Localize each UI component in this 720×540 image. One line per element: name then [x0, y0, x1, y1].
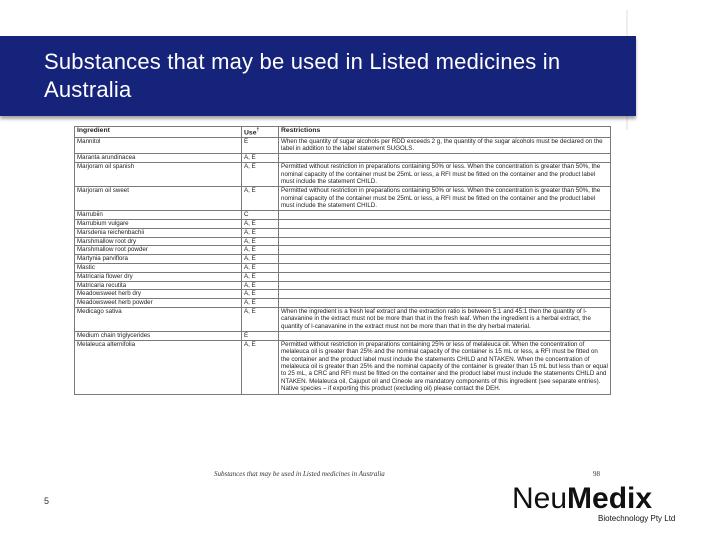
header-use-label: Use: [244, 129, 257, 137]
document-excerpt: [74, 126, 610, 454]
document-page-number: 98: [593, 470, 600, 478]
cell-ingredient: Meadowsweet herb powder: [75, 299, 242, 308]
table-row: [75, 290, 611, 299]
cell-use: A, E: [242, 307, 279, 331]
cell-restrictions: [279, 255, 611, 264]
table-row: [75, 154, 611, 163]
logo-wordmark: [512, 482, 652, 516]
cell-ingredient: Marshmallow root dry: [75, 237, 242, 246]
cell-restrictions: Permitted without restriction in preparations containing 50% or less. When the concentration is greater than 50%, the nominal capacity of the container must be 25mL or less, a RFI must be fitted on the container and the product label must include the statement CHILD.: [279, 187, 611, 211]
cell-ingredient: Martynia parviflora: [75, 255, 242, 264]
logo-subtitle: Biotechnology Pty Ltd: [598, 514, 676, 523]
cell-use: A, E: [242, 290, 279, 299]
table-row: [75, 211, 611, 220]
cell-restrictions: [279, 237, 611, 246]
cell-use: E: [242, 138, 279, 154]
table-row: [75, 138, 611, 154]
table-row: [75, 163, 611, 187]
document-footer: [74, 470, 610, 482]
cell-use: A, E: [242, 237, 279, 246]
cell-ingredient: Matricaria flower dry: [75, 272, 242, 281]
cell-use: A, E: [242, 219, 279, 228]
cell-ingredient: Marjoram oil spanish: [75, 163, 242, 187]
company-logo: [512, 482, 702, 526]
cell-restrictions: [279, 263, 611, 272]
header-restrictions: Restrictions: [279, 127, 611, 138]
table-row: [75, 246, 611, 255]
cell-use: A, E: [242, 299, 279, 308]
cell-restrictions: [279, 281, 611, 290]
restrictions-table: [74, 126, 611, 395]
header-use-sup: †: [256, 127, 260, 133]
cell-ingredient: Mannitol: [75, 138, 242, 154]
cell-restrictions: [279, 299, 611, 308]
table-row: [75, 281, 611, 290]
table-row: [75, 219, 611, 228]
cell-restrictions: When the quantity of sugar alcohols per RDD exceeds 2 g, the quantity of the sugar alcohols must be declared on the label in addition to the label statement SUGOLS.: [279, 138, 611, 154]
cell-ingredient: Marsdenia reichenbachii: [75, 228, 242, 237]
header-use: [242, 127, 279, 138]
table-row: [75, 307, 611, 331]
header-ingredient: Ingredient: [75, 127, 242, 138]
cell-restrictions: [279, 246, 611, 255]
cell-use: A, E: [242, 281, 279, 290]
cell-restrictions: [279, 154, 611, 163]
slide-title: Substances that may be used in Listed medicines in Australia: [44, 49, 561, 102]
cell-ingredient: Medicago sativa: [75, 307, 242, 331]
cell-restrictions: [279, 290, 611, 299]
cell-ingredient: Marjoram oil sweet: [75, 187, 242, 211]
cell-restrictions: Permitted without restriction in preparations containing 25% or less of melaleuca oil. When the concentration of melaleuca oil is greater than 25% and the nominal capacity of the container is 15 mL or less, a RFI must be fitted on the container and the product label must include the statements CHILD and NTAKEN. When the concentration of melaleuca oil is greater than 25% and the nominal capacity of the container is greater than 15 mL but less than or equal to 25 mL, a CRC and RFI must be fitted on the container and the product label must include the statements CHILD and NTAKEN. Melaleuca oil, Cajuput oil and Cineole are mandatory components of this ingredient (see separate entries). Native species – if exporting this product (excluding oil) please contact the DEH.: [279, 340, 611, 394]
table-row: [75, 255, 611, 264]
cell-use: A, E: [242, 163, 279, 187]
cell-use: A, E: [242, 340, 279, 394]
table-row: [75, 187, 611, 211]
table-row: [75, 228, 611, 237]
table-row: [75, 331, 611, 340]
table-row: [75, 340, 611, 394]
cell-restrictions: [279, 272, 611, 281]
table-row: [75, 299, 611, 308]
cell-use: A, E: [242, 255, 279, 264]
cell-ingredient: Meadowsweet herb dry: [75, 290, 242, 299]
cell-restrictions: [279, 228, 611, 237]
cell-use: A, E: [242, 246, 279, 255]
cell-ingredient: Marrubium vulgare: [75, 219, 242, 228]
table-row: [75, 237, 611, 246]
cell-ingredient: Matricaria recutita: [75, 281, 242, 290]
document-footer-text: Substances that may be used in Listed medicines in Australia: [214, 470, 385, 478]
cell-ingredient: Marshmallow root powder: [75, 246, 242, 255]
cell-restrictions: [279, 331, 611, 340]
cell-restrictions: Permitted without restriction in preparations containing 50% or less. When the concentration is greater than 50%, the nominal capacity of the container must be 25mL or less, a RFI must be fitted on the container and the product label must include the statement CHILD.: [279, 163, 611, 187]
cell-use: C: [242, 211, 279, 220]
cell-use: A, E: [242, 228, 279, 237]
cell-ingredient: Maranta arundinacea: [75, 154, 242, 163]
table-header-row: [75, 127, 611, 138]
logo-word-light: Neu: [512, 482, 568, 515]
cell-use: A, E: [242, 272, 279, 281]
cell-use: A, E: [242, 263, 279, 272]
cell-use: A, E: [242, 187, 279, 211]
cell-ingredient: Marrubiin: [75, 211, 242, 220]
cell-ingredient: Medium chain triglycerides: [75, 331, 242, 340]
cell-ingredient: Mastic: [75, 263, 242, 272]
cell-restrictions: When the ingredient is a fresh leaf extract and the extraction ratio is between 5:1 and 45:1 then the quantity of l-canavanine in the extract must not be more than that in the fresh leaf. When the ingredient is a herbal extract, the quantity of l-canavanine in the extract must not be more than that in the dry herbal material.: [279, 307, 611, 331]
cell-use: E: [242, 331, 279, 340]
cell-restrictions: [279, 219, 611, 228]
cell-ingredient: Melaleuca alternifolia: [75, 340, 242, 394]
table-row: [75, 272, 611, 281]
logo-word-bold: Medix: [567, 482, 653, 515]
table-row: [75, 263, 611, 272]
cell-use: A, E: [242, 154, 279, 163]
cell-restrictions: [279, 211, 611, 220]
slide-number: 5: [44, 496, 50, 506]
